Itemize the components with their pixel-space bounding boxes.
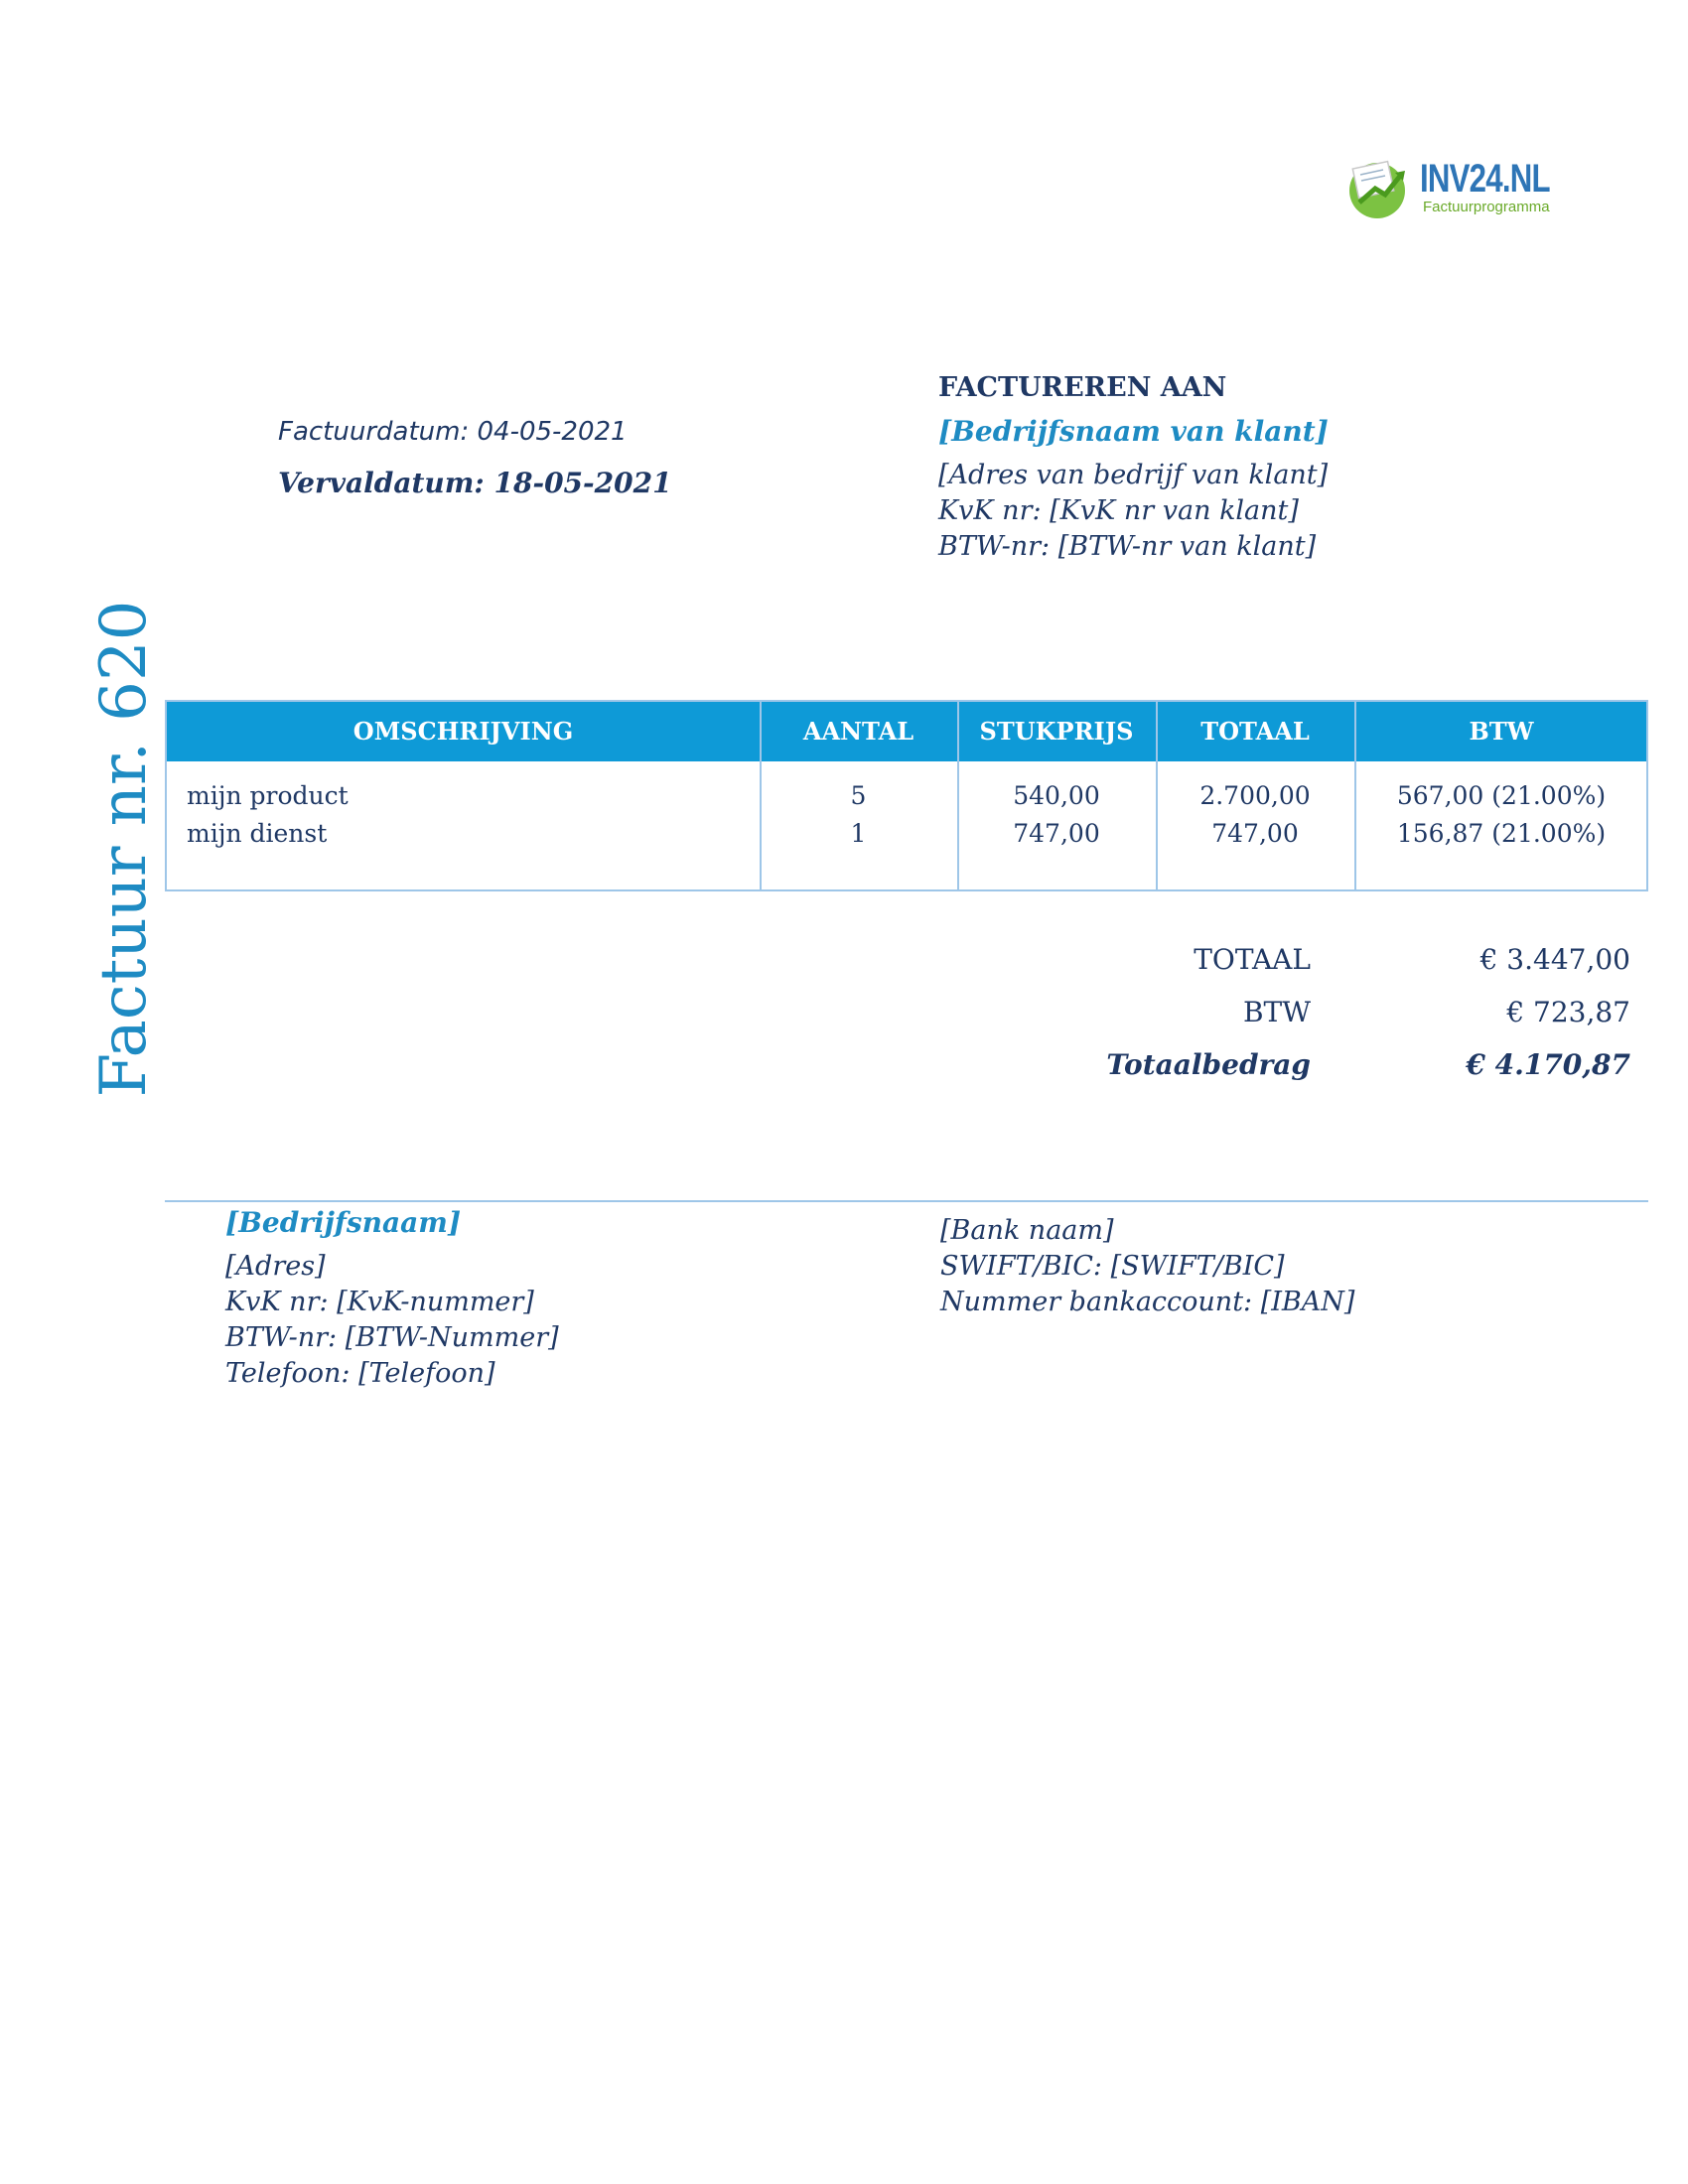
footer-kvk: KvK nr: [KvK-nummer]	[225, 1287, 534, 1317]
footer-address: [Adres]	[225, 1251, 326, 1282]
subtotal-value: € 3.447,00	[1479, 943, 1630, 976]
client-btw: BTW-nr: [BTW-nr van klant]	[938, 531, 1317, 562]
grand-total-value: € 4.170,87	[1466, 1048, 1630, 1081]
row2-vat: 156,87 (21.00%)	[1396, 819, 1607, 848]
header-total: TOTAAL	[1200, 717, 1310, 746]
header-vat: BTW	[1469, 717, 1534, 746]
row1-total: 2.700,00	[1199, 781, 1311, 810]
header-quantity: AANTAL	[802, 717, 914, 746]
row1-quantity: 5	[850, 781, 867, 810]
row1-unit-price: 540,00	[1013, 781, 1100, 810]
row2-description: mijn dienst	[187, 819, 328, 848]
footer-iban: Nummer bankaccount: [IBAN]	[940, 1287, 1355, 1317]
header-description: OMSCHRIJVING	[352, 717, 574, 746]
footer-bank-name: [Bank naam]	[940, 1215, 1114, 1246]
client-address: [Adres van bedrijf van klant]	[938, 460, 1329, 490]
footer-swift: SWIFT/BIC: [SWIFT/BIC]	[940, 1251, 1285, 1282]
footer-divider	[165, 1200, 1648, 1202]
row1-description: mijn product	[187, 781, 349, 810]
footer-phone: Telefoon: [Telefoon]	[225, 1358, 495, 1389]
invoice-date: Factuurdatum: 04-05-2021	[278, 417, 628, 447]
logo-brand: INV24.NL	[1420, 157, 1550, 201]
row2-total: 747,00	[1211, 819, 1299, 848]
vat-value: € 723,87	[1506, 996, 1630, 1028]
header-unit-price: STUKPRIJS	[979, 717, 1134, 746]
bill-to-title: FACTUREREN AAN	[938, 372, 1227, 403]
grand-total-label: Totaalbedrag	[1106, 1048, 1311, 1081]
due-date: Vervaldatum: 18-05-2021	[278, 467, 672, 499]
logo-tagline: Factuurprogramma	[1423, 199, 1550, 215]
client-kvk: KvK nr: [KvK nr van klant]	[938, 495, 1299, 526]
subtotal-label: TOTAAL	[1194, 943, 1311, 976]
footer-company-name: [Bedrijfsnaam]	[225, 1206, 462, 1239]
vat-label: BTW	[1242, 996, 1311, 1028]
footer-btw: BTW-nr: [BTW-Nummer]	[225, 1322, 559, 1353]
invoice-title: Factuur nr. 620	[87, 600, 161, 1098]
client-name: [Bedrijfsnaam van klant]	[938, 415, 1329, 448]
logo-icon	[1345, 153, 1415, 222]
row2-quantity: 1	[850, 819, 867, 848]
items-table	[165, 700, 1648, 891]
company-logo	[1345, 149, 1550, 228]
row2-unit-price: 747,00	[1013, 819, 1100, 848]
row1-vat: 567,00 (21.00%)	[1396, 781, 1607, 810]
